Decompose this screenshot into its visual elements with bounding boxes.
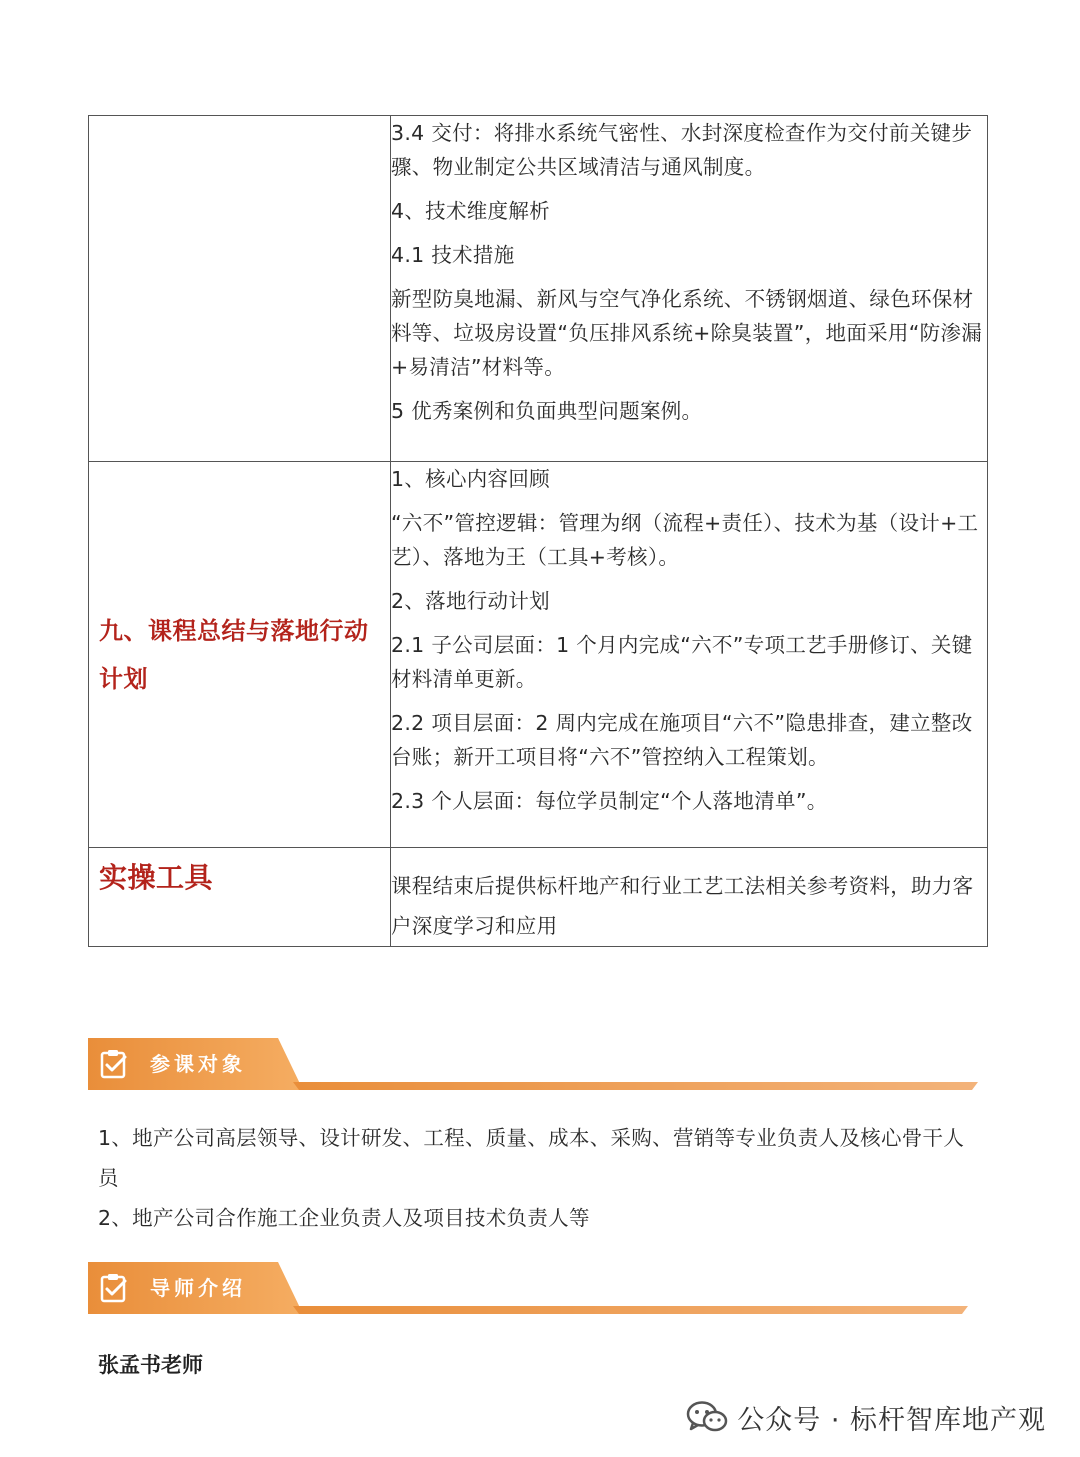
section-banner-teacher bbox=[88, 1262, 968, 1320]
teacher-name: 张孟书老师 bbox=[98, 1353, 203, 1377]
row-label-cell bbox=[89, 116, 391, 462]
course-table bbox=[88, 115, 988, 947]
row-content-cell bbox=[391, 848, 988, 947]
clipboard-check-icon bbox=[98, 1048, 130, 1080]
banner-underline bbox=[293, 1082, 978, 1090]
paragraph: 5 优秀案例和负面典型问题案例。 bbox=[391, 399, 703, 423]
paragraph: 2、落地行动计划 bbox=[391, 589, 550, 613]
audience-line: 1、地产公司高层领导、设计研发、工程、质量、成本、采购、营销等专业负责人及核心骨干人员 bbox=[98, 1126, 965, 1190]
section-heading: 实操工具 bbox=[99, 861, 214, 894]
paragraph: 4.1 技术措施 bbox=[391, 243, 515, 267]
row-label-cell bbox=[89, 848, 391, 947]
paragraph: 2.1 子公司层面：1 个月内完成“六不”专项工艺手册修订、关键材料清单更新。 bbox=[391, 633, 973, 691]
banner-title: 参课对象 bbox=[150, 1052, 246, 1076]
paragraph: 课程结束后提供标杆地产和行业工艺工法相关参考资料，助力客户深度学习和应用 bbox=[391, 874, 974, 938]
row-label-cell bbox=[89, 462, 391, 848]
audience-line: 2、地产公司合作施工企业负责人及项目技术负责人等 bbox=[98, 1206, 590, 1230]
section-heading: 九、课程总结与落地行动计划 bbox=[99, 616, 369, 693]
table-row bbox=[89, 116, 988, 462]
paragraph: 3.4 交付：将排水系统气密性、水封深度检查作为交付前关键步骤、物业制定公共区域清洁与通风制度。 bbox=[391, 121, 973, 179]
paragraph: 新型防臭地漏、新风与空气净化系统、不锈钢烟道、绿色环保材料等、垃圾房设置“负压排风系统+除臭装置”，地面采用“防渗漏+易清洁”材料等。 bbox=[391, 287, 983, 379]
row-content-cell bbox=[391, 462, 988, 848]
banner-underline bbox=[293, 1306, 968, 1314]
paragraph: 2.2 项目层面：2 周内完成在施项目“六不”隐患排查，建立整改台账；新开工项目将“六不”管控纳入工程策划。 bbox=[391, 711, 973, 769]
section-banner-audience bbox=[88, 1038, 978, 1096]
wechat-icon bbox=[685, 1399, 729, 1435]
banner-title: 导师介绍 bbox=[150, 1276, 246, 1300]
paragraph: “六不”管控逻辑：管理为纲（流程+责任）、技术为基（设计+工艺）、落地为王（工具+考核）。 bbox=[391, 511, 979, 569]
row-content-cell bbox=[391, 116, 988, 462]
paragraph: 1、核心内容回顾 bbox=[391, 467, 550, 491]
clipboard-check-icon bbox=[98, 1272, 130, 1304]
table-row bbox=[89, 848, 988, 947]
footer-watermark bbox=[685, 1395, 1046, 1439]
audience-text bbox=[98, 1118, 978, 1238]
footer-text: 公众号 · 标杆智库地产观 bbox=[737, 1404, 1046, 1436]
paragraph: 4、技术维度解析 bbox=[391, 199, 550, 223]
table-row bbox=[89, 462, 988, 848]
paragraph: 2.3 个人层面：每位学员制定“个人落地清单”。 bbox=[391, 789, 828, 813]
